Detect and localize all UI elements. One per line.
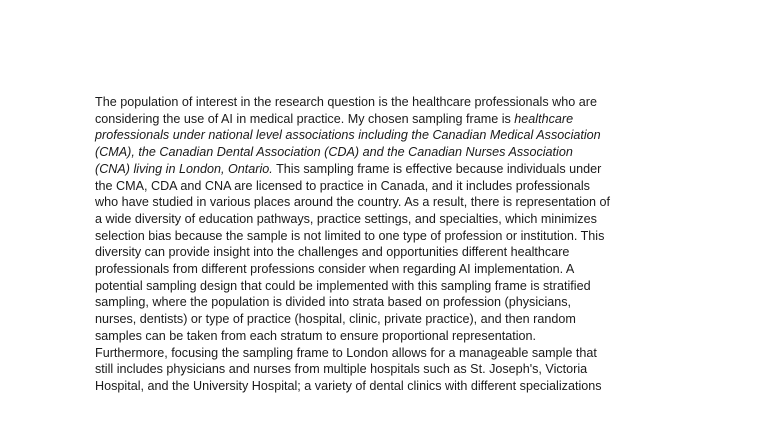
text-line [95,127,705,144]
text-line [95,294,705,311]
text-run: a wide diversity of education pathways, practice settings, and specialties, which minimizes [95,211,597,226]
text-line [95,144,705,161]
text-line [95,244,705,261]
text-run-italic: (CMA), the Canadian Dental Association (CDA) and the Canadian Nurses Association [95,145,573,160]
text-line [95,178,705,195]
text-run-italic: healthcare [514,111,574,126]
text-line [95,361,705,378]
text-line [95,311,705,328]
text-run: considering the use of AI in medical practice. My chosen sampling frame is [95,111,515,126]
text-line [95,345,705,362]
text-run: the CMA, CDA and CNA are licensed to practice in Canada, and it includes professionals [95,178,590,193]
text-line [95,194,705,211]
text-line [95,261,705,278]
text-run: diversity can provide insight into the challenges and opportunities different healthcare [95,245,570,260]
text-run: still includes physicians and nurses from multiple hospitals such as St. Joseph's, Victoria [95,362,588,377]
text-line [95,211,705,228]
body-paragraph [95,94,705,395]
text-line [95,378,705,395]
text-line [95,111,705,128]
text-line [95,228,705,245]
text-run: selection bias because the sample is not limited to one type of profession or institution. This [95,228,605,243]
text-run: professionals from different professions consider when regarding AI implementation. A [95,262,575,277]
text-run: sampling, where the population is divided into strata based on profession (physicians, [95,295,572,310]
text-run: who have studied in various places around the country. As a result, there is representation of [95,195,611,210]
text-run-italic: (CNA) living in London, Ontario. [95,161,273,176]
text-run: samples can be taken from each stratum to ensure proportional representation. [95,328,537,343]
text-line [95,161,705,178]
text-line [95,94,705,111]
text-run: Hospital, and the University Hospital; a variety of dental clinics with different specializations [95,378,602,393]
text-run-italic: professionals under national level associations including the Canadian Medical Association [95,128,601,143]
text-run: The population of interest in the research question is the healthcare professionals who are [95,95,597,109]
text-run: This sampling frame is effective because individuals under [272,161,602,176]
text-run: potential sampling design that could be implemented with this sampling frame is stratified [95,278,591,293]
text-run: nurses, dentists) or type of practice (hospital, clinic, private practice), and then random [95,312,576,327]
text-line [95,328,705,345]
text-run: Furthermore, focusing the sampling frame to London allows for a manageable sample that [95,345,597,360]
text-line [95,278,705,295]
